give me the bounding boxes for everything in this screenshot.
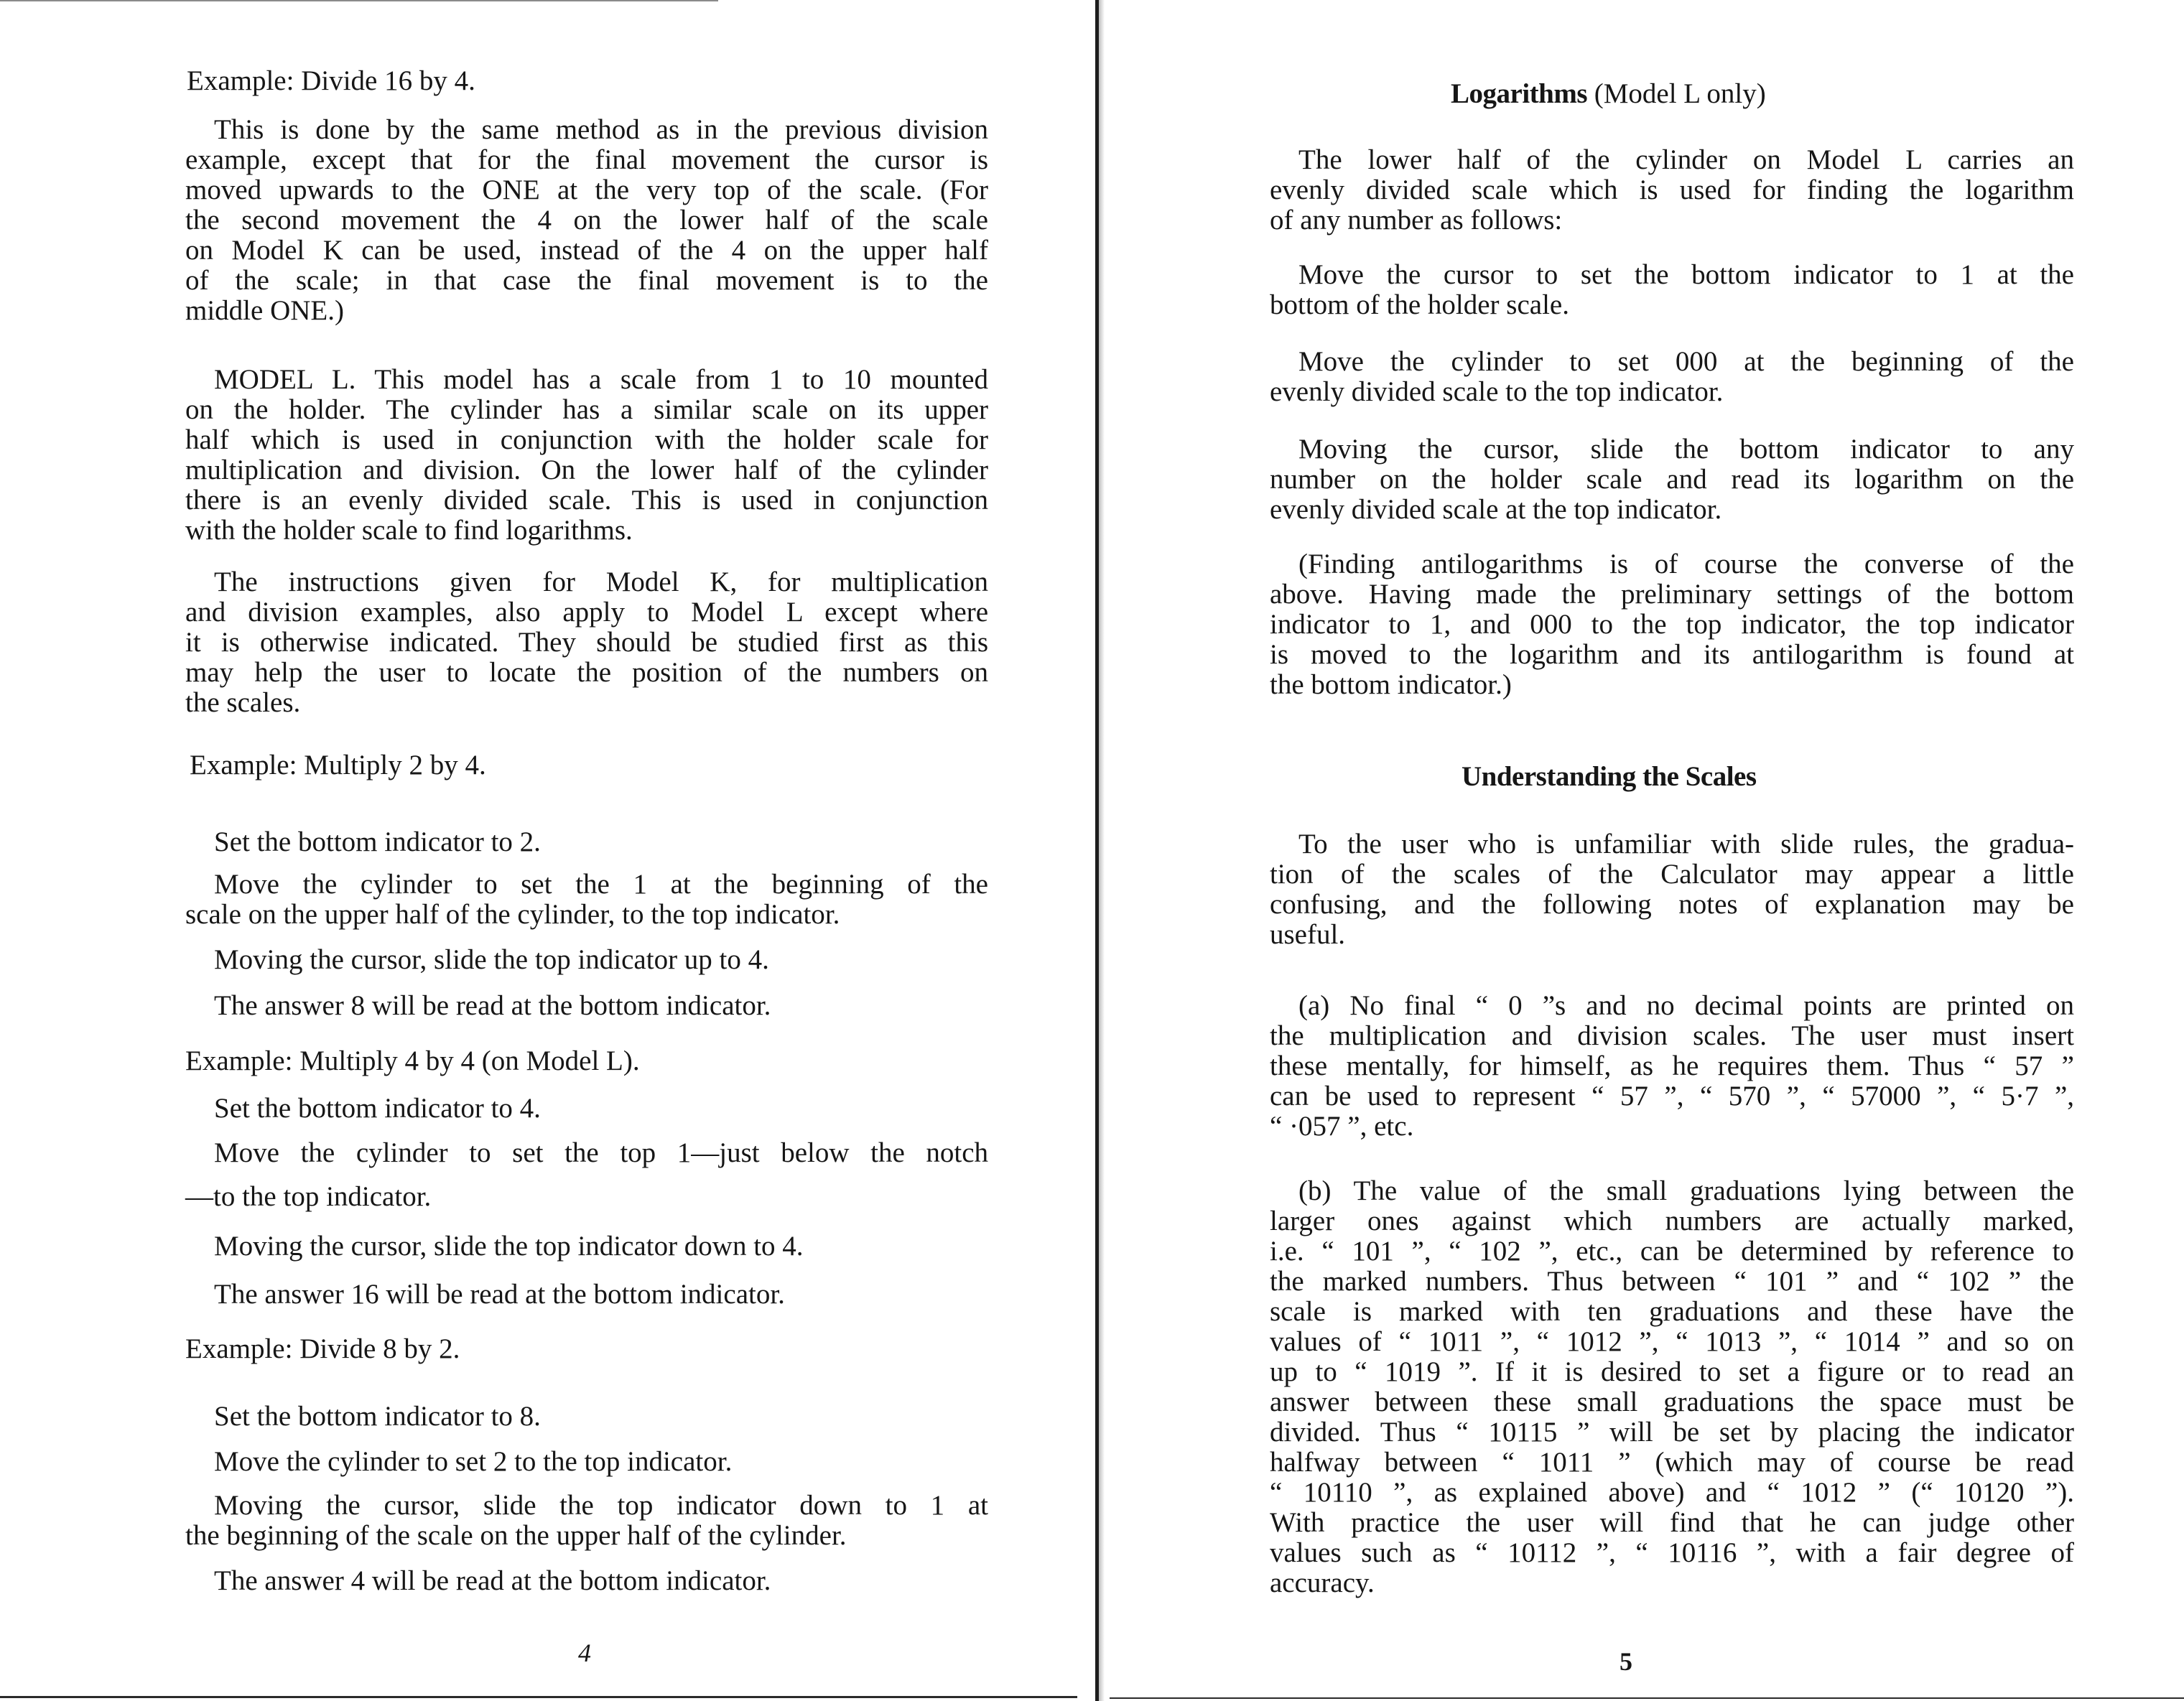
text-line: Moving the cursor, slide the bottom indicator to any (1298, 434, 2074, 465)
text-line: bottom of the holder scale. (1270, 289, 1569, 320)
text-line: useful. (1270, 919, 1346, 950)
answer-8: The answer 8 will be read at the bottom indicator. (214, 990, 771, 1021)
text-line: is moved to the logarithm and its antilogarithm is found at (1270, 639, 2074, 670)
example-multiply-4: Example: Multiply 4 by 4 (on Model L). (185, 1045, 640, 1076)
example-divide-8: Example: Divide 8 by 2. (185, 1333, 460, 1364)
text-line: The lower half of the cylinder on Model L carries an (1298, 144, 2074, 175)
text-line: the beginning of the scale on the upper half of the cylinder. (185, 1520, 847, 1551)
text-line: above. Having made the preliminary settings of the bottom (1270, 579, 2074, 610)
paragraph-lower-half (1270, 145, 2074, 236)
text-line: divided. Thus “ 10115 ” will be set by placing the indicator (1270, 1417, 2074, 1448)
text-line: these mentally, for himself, as he requires them. Thus “ 57 ” (1270, 1050, 2074, 1081)
example-multiply-2: Example: Multiply 2 by 4. (190, 750, 486, 780)
text-line: Move the cylinder to set the 1 at the beginning of the (214, 869, 988, 900)
step-move-top-1: Move the cylinder to set the top 1—just below the notch (214, 1137, 988, 1168)
paragraph-note-b (1270, 1176, 2074, 1598)
text-line: up to “ 1019 ”. If it is desired to set a figure or to read an (1270, 1356, 2074, 1387)
paragraph-slide-bottom (1270, 434, 2074, 525)
paragraph-previous-division (185, 115, 988, 326)
text-line: on Model K can be used, instead of the 4 on the upper half (185, 235, 988, 266)
text-line: indicator to 1, and 000 to the top indicator, the top indicator (1270, 609, 2074, 640)
answer-16: The answer 16 will be read at the bottom indicator. (214, 1279, 785, 1310)
step-set-bottom-8: Set the bottom indicator to 8. (214, 1401, 541, 1432)
text-line: tion of the scales of the Calculator may appear a little (1270, 859, 2074, 890)
page-number-right: 5 (1620, 1647, 1632, 1676)
text-line: example, except that for the final movement the cursor is (185, 144, 988, 175)
text-line: of any number as follows: (1270, 205, 1563, 236)
text-line: (Finding antilogarithms is of course the converse of the (1298, 549, 2074, 579)
text-line: the multiplication and division scales. The user must insert (1270, 1020, 2074, 1051)
paragraph-move-cursor (1270, 260, 2074, 320)
text-line: With practice the user will find that he can judge other (1270, 1507, 2074, 1538)
text-line: evenly divided scale to the top indicator. (1270, 376, 1724, 407)
text-line: (b) The value of the small graduations lying between the (1298, 1175, 2074, 1206)
text-line: This is done by the same method as in the previous division (214, 114, 988, 145)
text-line: accuracy. (1270, 1567, 1375, 1598)
text-line: Moving the cursor, slide the top indicator down to 1 at (214, 1490, 988, 1521)
text-line: it is otherwise indicated. They should be studied first as this (185, 627, 988, 658)
text-line: evenly divided scale which is used for finding the logarithm (1270, 174, 2074, 205)
text-line: i.e. “ 101 ”, “ 102 ”, etc., can be determined by reference to (1270, 1236, 2074, 1267)
heading-logarithms-bold: Logarithms (1451, 78, 1587, 109)
text-line: “ ·057 ”, etc. (1270, 1111, 1414, 1142)
text-line: there is an evenly divided scale. This is used in conjunction (185, 485, 988, 516)
paragraph-model-l (185, 365, 988, 546)
text-line: with the holder scale to find logarithms. (185, 515, 633, 546)
step-set-bottom-4: Set the bottom indicator to 4. (214, 1093, 541, 1124)
text-line: number on the holder scale and read its logarithm on the (1270, 464, 2074, 495)
text-line: “ 10110 ”, as explained above) and “ 1012 ” (“ 10120 ”). (1270, 1477, 2074, 1508)
step-move-top-1-continued: —to the top indicator. (185, 1181, 432, 1212)
text-line: values such as “ 10112 ”, “ 10116 ”, with a fair degree of (1270, 1537, 2074, 1568)
text-line: of the scale; in that case the final movement is to the (185, 265, 988, 296)
right-page (1105, 0, 2184, 1701)
text-line: the bottom indicator.) (1270, 669, 1512, 700)
step-slide-down-1 (185, 1491, 988, 1551)
text-line: confusing, and the following notes of explanation may be (1270, 889, 2074, 920)
text-line: multiplication and division. On the lower half of the cylinder (185, 455, 988, 485)
text-line: Move the cylinder to set 000 at the beginning of the (1298, 346, 2074, 377)
paragraph-antilogarithms (1270, 549, 2074, 700)
text-line: middle ONE.) (185, 295, 344, 326)
step-slide-down-4: Moving the cursor, slide the top indicator down to 4. (214, 1231, 804, 1262)
text-line: scale on the upper half of the cylinder, to the top indicator. (185, 899, 840, 930)
example-divide-16: Example: Divide 16 by 4. (187, 65, 475, 96)
paragraph-instructions (185, 567, 988, 718)
heading-scales-text: Understanding the Scales (1462, 761, 1757, 792)
text-line: half which is used in conjunction with the holder scale for (185, 424, 988, 455)
text-line: Move the cursor to set the bottom indicator to 1 at the (1298, 259, 2074, 290)
text-line: To the user who is unfamiliar with slide rules, the gradua- (1298, 829, 2074, 859)
heading-logarithms (1451, 79, 1766, 109)
text-line: MODEL L. This model has a scale from 1 to 10 mounted (214, 364, 988, 395)
paragraph-unfamiliar (1270, 829, 2074, 950)
text-line: evenly divided scale at the top indicator. (1270, 494, 1722, 525)
text-line: the scales. (185, 687, 301, 718)
step-slide-up-4: Moving the cursor, slide the top indicator up to 4. (214, 944, 769, 975)
text-line: on the holder. The cylinder has a similar scale on its upper (185, 394, 988, 425)
step-move-cylinder-1 (185, 870, 988, 930)
text-line: values of “ 1011 ”, “ 1012 ”, “ 1013 ”, “ 1014 ” and so on (1270, 1326, 2074, 1357)
text-line: the second movement the 4 on the lower half of the scale (185, 205, 988, 236)
step-move-cylinder-2: Move the cylinder to set 2 to the top indicator. (214, 1446, 733, 1477)
text-line: can be used to represent “ 57 ”, “ 570 ”, “ 57000 ”, “ 5·7 ”, (1270, 1081, 2074, 1112)
text-line: scale is marked with ten graduations and these have the (1270, 1296, 2074, 1327)
answer-4: The answer 4 will be read at the bottom indicator. (214, 1565, 771, 1596)
text-line: moved upwards to the ONE at the very top of the scale. (For (185, 174, 988, 205)
text-line: and division examples, also apply to Model L except where (185, 597, 988, 628)
text-line: halfway between “ 1011 ” (which may of course be read (1270, 1447, 2074, 1478)
text-line: the marked numbers. Thus between “ 101 ” and “ 102 ” the (1270, 1266, 2074, 1297)
text-line: may help the user to locate the position of the numbers on (185, 657, 988, 688)
gutter-shadow (1099, 0, 1105, 1701)
heading-understanding-scales (1462, 762, 1757, 792)
page-number-left: 4 (578, 1639, 591, 1667)
text-line: The instructions given for Model K, for multiplication (214, 567, 988, 597)
step-set-bottom-2: Set the bottom indicator to 2. (214, 826, 541, 857)
text-line: answer between these small graduations the space must be (1270, 1387, 2074, 1417)
paragraph-note-a (1270, 991, 2074, 1142)
text-line: larger ones against which numbers are actually marked, (1270, 1206, 2074, 1236)
paragraph-move-cylinder (1270, 347, 2074, 407)
text-line: (a) No final “ 0 ”s and no decimal points are printed on (1298, 990, 2074, 1021)
heading-logarithms-rest: (Model L only) (1594, 78, 1766, 109)
